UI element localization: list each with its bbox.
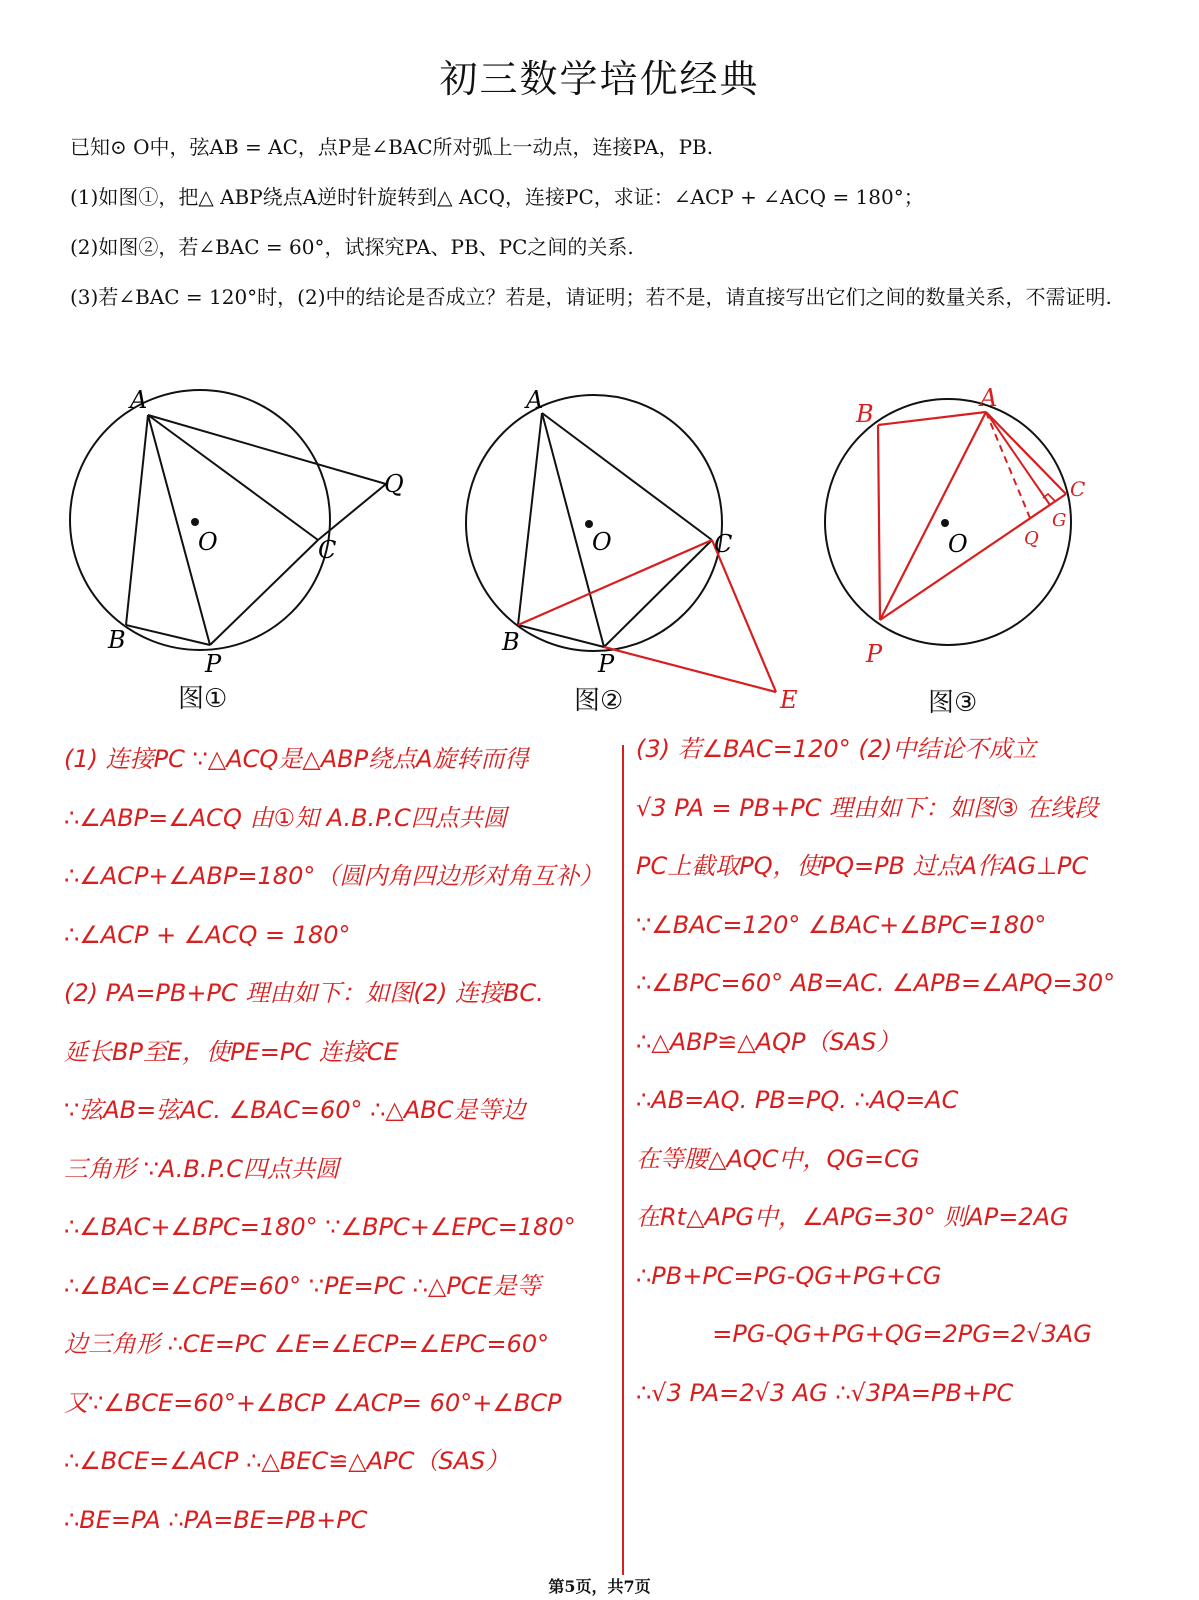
solution-line: 在Rt△APG中，∠APG=30° 则AP=2AG <box>636 1203 1069 1231</box>
solution-line: ∴∠BAC+∠BPC=180° ∵∠BPC+∠EPC=180° <box>64 1213 576 1241</box>
fig3-label-q: Q <box>1024 528 1039 549</box>
fig3-label-a: A <box>980 384 998 412</box>
fig3-label-b: B <box>856 400 874 428</box>
fig1-center-dot <box>191 518 199 526</box>
fig2-label-b: B <box>502 628 520 656</box>
fig3-line-ac <box>986 412 1066 494</box>
fig3-line-bp <box>878 425 880 620</box>
solution-line: (2) PA=PB+PC 理由如下：如图(2) 连接BC. <box>64 979 544 1007</box>
fig1-caption: 图① <box>178 684 228 714</box>
solution-line: ∵弦AB=弦AC. ∠BAC=60° ∴△ABC是等边 <box>64 1096 526 1124</box>
fig3-line-ap <box>880 412 986 620</box>
problem-statement <box>70 122 1150 322</box>
figure-1 <box>70 390 386 650</box>
fig3-caption: 图③ <box>928 688 978 718</box>
solution-line: 延长BP至E，使PE=PC 连接CE <box>64 1037 399 1066</box>
question-1: (1)如图①，把△ ABP绕点A逆时针旋转到△ ACQ，连接PC，求证：∠ACP + ∠ACQ = 180°； <box>70 185 924 209</box>
fig2-line-pe <box>604 647 776 692</box>
fig2-line-ab <box>518 413 542 625</box>
fig1-label-c: C <box>318 536 337 564</box>
page-footer: 第5页，共7页 <box>548 1577 651 1596</box>
fig1-label-b: B <box>108 626 126 654</box>
fig3-right-angle-mark <box>1043 494 1055 501</box>
fig1-label-o: O <box>198 528 218 556</box>
fig2-caption: 图② <box>574 686 624 716</box>
fig1-label-p: P <box>205 650 222 678</box>
fig3-center-dot <box>941 519 949 527</box>
solution-line: ∴∠ACP+∠ABP=180°（圆内角四边形对角互补） <box>64 862 604 890</box>
fig3-label-g: G <box>1052 510 1067 531</box>
fig2-label-a: A <box>526 386 544 414</box>
solution-line: (1) 连接PC ∵△ACQ是△ABP绕点A旋转而得 <box>64 745 529 773</box>
solution-line: ∴BE=PA ∴PA=BE=PB+PC <box>64 1505 368 1534</box>
fig2-label-o: O <box>592 528 612 556</box>
solution-left-column <box>64 730 614 1549</box>
solution-line: ∴∠ACP + ∠ACQ = 180° <box>64 920 351 949</box>
problem-intro: 已知⊙ O中，弦AB = AC，点P是∠BAC所对弧上一动点，连接PA，PB. <box>70 135 714 159</box>
fig2-line-bc <box>518 540 712 625</box>
solution-line: ∴∠ABP=∠ACQ 由①知 A.B.P.C四点共圆 <box>64 803 507 832</box>
page-title: 初三数学培优经典 <box>439 57 760 101</box>
fig2-label-p: P <box>598 650 615 678</box>
solution-line: ∴AB=AQ. PB=PQ. ∴AQ=AC <box>636 1086 959 1114</box>
fig2-line-bp <box>518 625 604 647</box>
fig2-line-pc <box>604 540 712 647</box>
fig2-center-dot <box>585 520 593 528</box>
solution-divider <box>622 745 624 1575</box>
fig3-line-pc <box>880 494 1066 620</box>
fig2-line-ac <box>542 413 712 540</box>
fig1-line-pc <box>210 540 318 645</box>
fig1-label-q: Q <box>384 470 404 498</box>
solution-line: ∴PB+PC=PG-QG+PG+CG <box>636 1261 942 1290</box>
solution-line: =PG-QG+PG+QG=2PG=2√3AG <box>636 1320 1092 1348</box>
solution-line: ∴∠BCE=∠ACP ∴△BEC≌△APC（SAS） <box>64 1447 510 1475</box>
fig2-label-c: C <box>714 530 733 558</box>
fig3-label-p: P <box>866 640 883 668</box>
solution-line: ∴△ABP≌△AQP（SAS） <box>636 1027 901 1056</box>
fig1-line-ab <box>126 415 148 625</box>
solution-right-column <box>636 720 1156 1422</box>
fig3-label-c: C <box>1070 477 1086 501</box>
fig1-line-ac <box>148 415 318 540</box>
solution-line: PC上截取PQ，使PQ=PB 过点A作AG⊥PC <box>636 852 1089 880</box>
figures-area <box>0 380 1199 730</box>
solution-line: 三角形 ∵A.B.P.C四点共圆 <box>64 1154 340 1183</box>
question-3: (3)若∠BAC = 120°时，(2)中的结论是否成立？若是，请证明；若不是，请直接写出它们之间的数量关系，不需证明. <box>70 285 1112 309</box>
solution-line: 边三角形 ∴CE=PC ∠E=∠ECP=∠EPC=60° <box>64 1330 550 1358</box>
fig1-label-a: A <box>130 386 148 414</box>
solution-line: 又∵∠BCE=60°+∠BCP ∠ACP= 60°+∠BCP <box>64 1388 562 1417</box>
fig3-line-ba <box>878 412 986 425</box>
fig3-label-o: O <box>948 530 968 558</box>
solution-line: 在等腰△AQC中，QG=CG <box>636 1144 920 1173</box>
fig2-line-ce <box>712 540 776 692</box>
solution-line: ∴∠BAC=∠CPE=60° ∵PE=PC ∴△PCE是等 <box>64 1271 541 1300</box>
fig2-label-e: E <box>780 686 798 714</box>
solution-line: (3) 若∠BAC=120° (2)中结论不成立 <box>636 735 1037 763</box>
solution-line: ∴√3 PA=2√3 AG ∴√3PA=PB+PC <box>636 1378 1014 1407</box>
fig1-line-aq <box>148 415 386 484</box>
fig1-line-cq <box>318 484 386 540</box>
solution-line: ∵∠BAC=120° ∠BAC+∠BPC=180° <box>636 910 1047 939</box>
solution-line: ∴∠BPC=60° AB=AC. ∠APB=∠APQ=30° <box>636 969 1116 997</box>
solution-line: √3 PA = PB+PC 理由如下：如图③ 在线段 <box>636 793 1099 822</box>
question-2: (2)如图②，若∠BAC = 60°，试探究PA、PB、PC之间的关系. <box>70 235 634 259</box>
